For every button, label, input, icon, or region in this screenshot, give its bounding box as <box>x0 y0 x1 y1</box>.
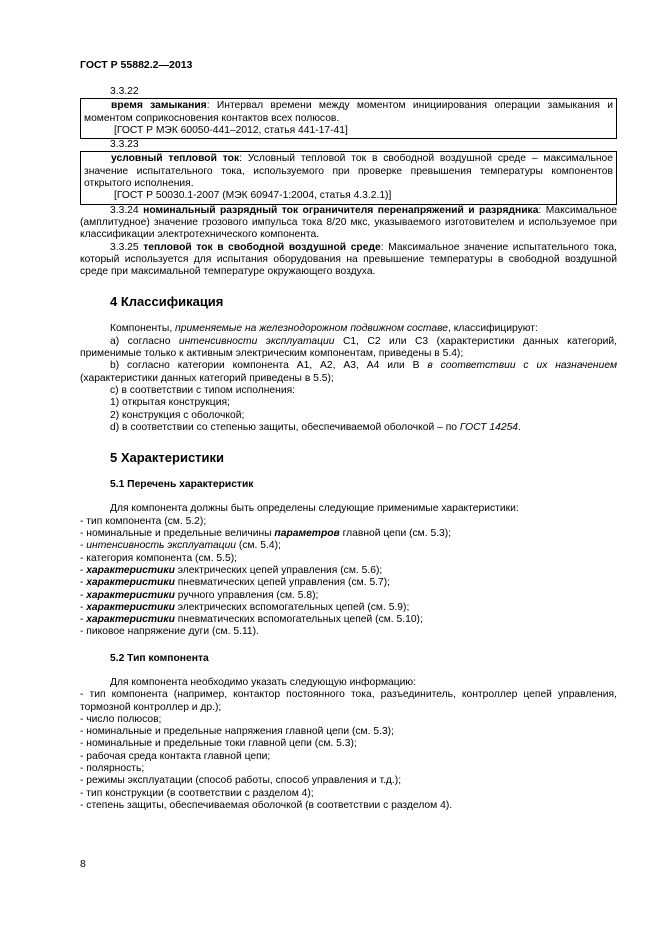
term-source: [ГОСТ Р МЭК 60050-441–2012, статья 441-17-41] <box>114 124 348 136</box>
page-number: 8 <box>80 858 86 870</box>
paragraph: Компоненты, применяемые на железнодорожном подвижном составе, классифицируют: <box>110 323 538 335</box>
list-item: - тип компонента (например, контактор постоянного тока, разъединитель, контроллер цепей управления, тормозной контроллер и др.); <box>80 689 617 713</box>
term-text: : Максимальное (амплитудное) значение грозового импульса тока 8/20 мкс, указываемого изготовителем и используемое при классификации электротехнического компонента. <box>80 204 617 241</box>
term-number: 3.3.25 <box>110 241 139 253</box>
section-heading: 5 Характеристики <box>110 450 225 466</box>
list-item: - степень защиты, обеспечиваемая оболочкой (в соответствии с разделом 4). <box>80 799 453 811</box>
list-item: a) согласно интенсивности эксплуатации С1, С2 или С3 (характеристики данных категорий, применимые только к активным электрическим компонентам, приведены в 5.4); <box>80 335 617 360</box>
list-item: 1) открытая конструкция; <box>110 397 230 409</box>
paragraph: Для компонента должны быть определены следующие применимые характеристики: <box>110 503 519 515</box>
list-item: 2) конструкция с оболочкой; <box>110 409 245 421</box>
list-item: - полярность; <box>80 763 145 775</box>
term-number: 3.3.24 <box>110 204 139 216</box>
term-box <box>80 98 617 139</box>
list-item: - рабочая среда контакта главной цепи; <box>80 750 271 762</box>
list-item: - тип компонента (см. 5.2); <box>80 515 207 527</box>
page-content <box>80 86 617 812</box>
term-definition <box>80 205 617 242</box>
term-box <box>80 151 617 204</box>
list-item: - номинальные и предельные величины параметров главной цепи (см. 5.3); <box>80 528 452 540</box>
term-name: время замыкания <box>111 100 207 112</box>
list-item: - характеристики пневматических цепей управления (см. 5.7); <box>80 577 391 589</box>
term-name: номинальный разрядный ток ограничителя перенапряжений и разрядника <box>143 204 539 216</box>
list-item: - характеристики электрических вспомогательных цепей (см. 5.9); <box>80 601 410 613</box>
paragraph: Для компонента необходимо указать следующую информацию: <box>110 676 417 688</box>
list-item: - номинальные и предельные напряжения главной цепи (см. 5.3); <box>80 726 394 738</box>
list-item: - тип конструкции (в соответствии с разделом 4); <box>80 787 314 799</box>
term-number: 3.3.22 <box>110 86 139 97</box>
list-item: - характеристики ручного управления (см. 5.8); <box>80 589 319 601</box>
section-heading: 4 Классификация <box>110 294 224 310</box>
list-item: - характеристики пневматических вспомогательных цепей (см. 5.10); <box>80 614 423 626</box>
list-item: c) в соответствии с типом исполнения: <box>110 384 296 396</box>
list-item: - число полюсов; <box>80 713 162 725</box>
subsection-heading: 5.2 Тип компонента <box>110 652 209 664</box>
term-text: : Максимальное значение испытательного тока, который используется для испытания оборудования на превышение температуры в свободной воздушной среде при максимальной температуре окружающего воздуха. <box>80 241 617 278</box>
list-item: - интенсивность эксплуатации (см. 5.4); <box>80 540 281 552</box>
term-definition <box>80 242 617 279</box>
list-item: - категория компонента (см. 5.5); <box>80 552 238 564</box>
list-item: - режимы эксплуатации (способ работы, способ управления и т.д.); <box>80 775 402 787</box>
subsection-heading: 5.1 Перечень характеристик <box>110 479 254 491</box>
standard-header: ГОСТ Р 55882.2—2013 <box>80 59 193 71</box>
term-text: : Условный тепловой ток в свободной воздушной среде – максимальное значение испытательного тока, используемого при проверке превышения температуры компонентов открытого исполнения. <box>84 153 614 190</box>
term-text: : Интервал времени между моментом инициирования операции замыкания и моментом соприкосновения контактов всех полюсов. <box>84 100 613 124</box>
term-definition <box>84 153 613 190</box>
list-item: - характеристики электрических цепей управления (см. 5.6); <box>80 564 383 576</box>
list-item: b) согласно категории компонента А1, А2, А3, А4 или В в соответствии с их назначением (характеристики данных категорий приведены в 5.5); <box>80 360 618 384</box>
list-item: d) в соответствии со степенью защиты, обеспечиваемой оболочкой – по ГОСТ 14254. <box>110 421 521 433</box>
term-number: 3.3.23 <box>110 139 139 151</box>
term-definition <box>84 100 613 125</box>
list-item: - номинальные и предельные токи главной цепи (см. 5.3); <box>80 738 357 750</box>
term-name: условный тепловой ток <box>111 153 240 165</box>
term-source: [ГОСТ Р 50030.1-2007 (МЭК 60947-1:2004, статья 4.3.2.1)] <box>114 190 392 202</box>
list-item: - пиковое напряжение дуги (см. 5.11). <box>80 626 259 638</box>
term-name: тепловой ток в свободной воздушной среде <box>143 241 381 253</box>
